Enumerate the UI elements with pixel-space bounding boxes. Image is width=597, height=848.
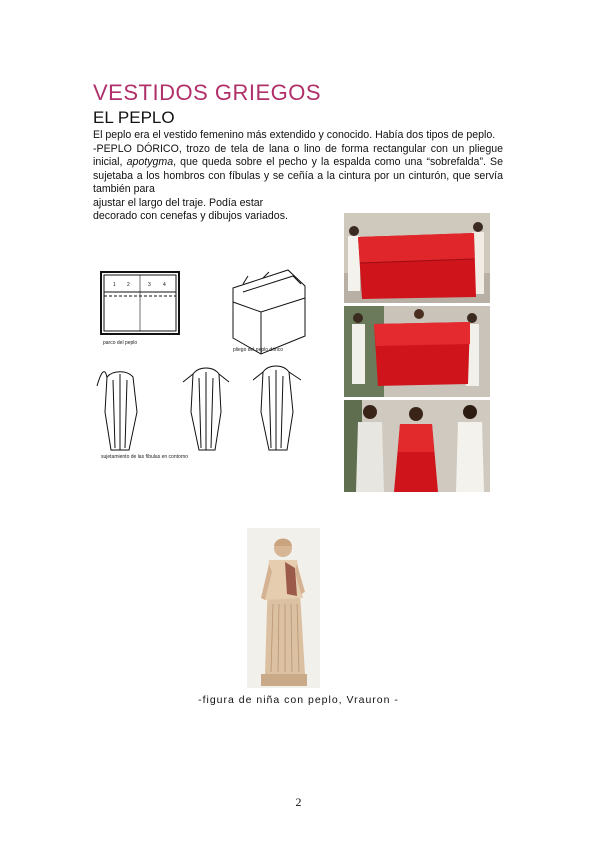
peplos-diagram — [93, 262, 338, 467]
statue-photo — [247, 528, 320, 688]
page-number: 2 — [295, 795, 302, 809]
apotygma-term: apotygma — [126, 156, 174, 168]
intro-paragraph: El peplo era el vestido femenino más extendido y conocido. Había dos tipos de peplo. — [93, 129, 496, 141]
page-title: VESTIDOS GRIEGOS — [93, 80, 322, 105]
photo-wearing-peplos — [344, 400, 490, 492]
section-subtitle: EL PEPLO — [93, 108, 175, 127]
svg-text:1: 1 — [113, 282, 116, 288]
body-text — [93, 129, 503, 224]
diagram-label-fibulae: sujetamiento de las fíbulas en contorno — [101, 454, 188, 460]
diagram-label-fold: pliego del peplo dórico — [233, 347, 284, 353]
photo-holding-cloth — [344, 213, 490, 303]
doric-paragraph — [93, 143, 503, 197]
doric-line-a: ajustar el largo del traje. Podía estar — [93, 196, 264, 209]
doric-line-b: decorado con cenefas y dibujos variados. — [93, 210, 288, 222]
statue-caption: -figura de niña con peplo, Vrauron - — [198, 694, 399, 706]
doric-text-2: , que queda sobre el pecho y la espalda como una “sobrefalda”. Se sujetaba a los hombros con fíbulas y se ceñía a la cintura por un cinturón, que servía también para — [93, 156, 503, 195]
diagram-label-rectangle: parco del peplo — [103, 340, 138, 346]
photo-folding-cloth — [344, 306, 490, 397]
svg-text:3: 3 — [148, 282, 151, 288]
doric-text-1: -PEPLO DÓRICO, trozo de tela de lana o lino de forma rectangular con un pliegue inicial, — [93, 142, 503, 168]
svg-text:4: 4 — [163, 282, 166, 288]
svg-text:2: 2 — [127, 282, 130, 288]
